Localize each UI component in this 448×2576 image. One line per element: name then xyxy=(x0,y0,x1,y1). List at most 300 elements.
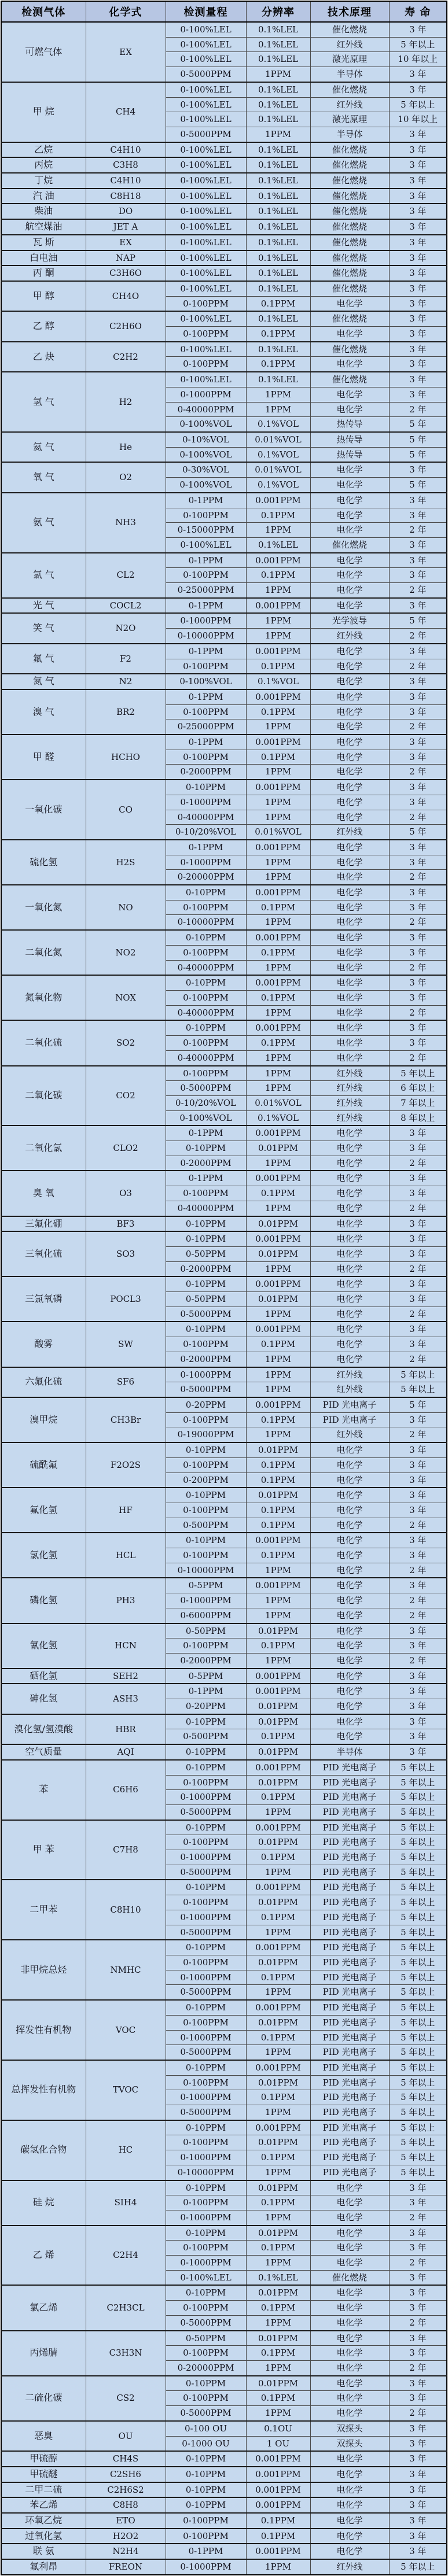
gas-cell: 三氯氧磷 xyxy=(1,1276,86,1322)
principle-cell: 电化学 xyxy=(310,1020,389,1035)
principle-cell: 电化学 xyxy=(310,2376,389,2391)
resolution-cell: 1PPM xyxy=(246,387,310,402)
life-cell: 2 年 xyxy=(389,1201,447,1216)
resolution-cell: 1PPM xyxy=(246,915,310,930)
gas-cell: 航空煤油 xyxy=(1,219,86,235)
range-cell: 0-40000PPM xyxy=(166,810,246,825)
resolution-cell: 0.001PPM xyxy=(246,2467,310,2482)
table-row xyxy=(1,1669,447,1684)
resolution-cell: 0.001PPM xyxy=(246,1125,310,1141)
range-cell: 0-10PPM xyxy=(166,1714,246,1729)
range-cell: 0-100PPM xyxy=(166,1835,246,1850)
life-cell: 2 年 xyxy=(389,1352,447,1367)
table-row xyxy=(1,674,447,689)
gas-cell: 空气质量 xyxy=(1,1744,86,1760)
gas-cell: 环氧乙烷 xyxy=(1,2513,86,2529)
principle-cell: 电化学 xyxy=(310,568,389,583)
gas-cell: 酸雾 xyxy=(1,1322,86,1367)
life-cell: 3 年 xyxy=(389,795,447,810)
resolution-cell: 0.1PPM xyxy=(246,296,310,311)
life-cell: 2 年 xyxy=(389,2406,447,2421)
gas-cell: 乙烷 xyxy=(1,142,86,158)
life-cell: 3 年 xyxy=(389,704,447,719)
principle-cell: 电化学 xyxy=(310,1472,389,1488)
principle-cell: 电化学 xyxy=(310,2360,389,2375)
life-cell: 3 年 xyxy=(389,189,447,204)
range-cell: 0-10PPM xyxy=(166,885,246,900)
resolution-cell: 1PPM xyxy=(246,2045,310,2060)
resolution-cell: 0.1PPM xyxy=(246,991,310,1006)
formula-cell: CO xyxy=(86,780,166,840)
range-cell: 0-100PPM xyxy=(166,1775,246,1790)
range-cell: 0-50PPM xyxy=(166,1623,246,1638)
principle-cell: 电化学 xyxy=(310,462,389,477)
formula-cell: C4H10 xyxy=(86,173,166,189)
table-row xyxy=(1,1820,447,1835)
principle-cell: 半导体 xyxy=(310,67,389,82)
principle-cell: 电化学 xyxy=(310,1005,389,1020)
principle-cell: PID 光电离子 xyxy=(310,1790,389,1805)
table-row xyxy=(1,2060,447,2075)
resolution-cell: 0.01%VOL xyxy=(246,825,310,840)
range-cell: 0-5000PPM xyxy=(166,1382,246,1397)
principle-cell: 电化学 xyxy=(310,1442,389,1457)
life-cell: 5 年以上 xyxy=(389,1066,447,1081)
life-cell: 2 年 xyxy=(389,629,447,644)
principle-cell: PID 光电离子 xyxy=(310,2000,389,2015)
life-cell: 2 年 xyxy=(389,765,447,780)
table-row xyxy=(1,173,447,189)
principle-cell: 电化学 xyxy=(310,2226,389,2241)
life-cell: 3 年 xyxy=(389,2497,447,2513)
resolution-cell: 0.01%VOL xyxy=(246,432,310,447)
life-cell: 5 年以上 xyxy=(389,2030,447,2045)
life-cell: 5 年以上 xyxy=(389,2090,447,2105)
life-cell: 2 年 xyxy=(389,2256,447,2271)
principle-cell: 电化学 xyxy=(310,508,389,523)
resolution-cell: 0.1%LEL xyxy=(246,281,310,296)
range-cell: 0-100%VOL xyxy=(166,417,246,432)
resolution-cell: 0.01PPM xyxy=(246,1699,310,1714)
life-cell: 3 年 xyxy=(389,311,447,326)
range-cell: 0-100%LEL xyxy=(166,250,246,266)
life-cell: 3 年 xyxy=(389,2270,447,2285)
resolution-cell: 1 OU xyxy=(246,2436,310,2451)
resolution-cell: 0.01PPM xyxy=(246,1835,310,1850)
principle-cell: 电化学 xyxy=(310,2210,389,2225)
range-cell: 0-100%LEL xyxy=(166,281,246,296)
resolution-cell: 0.001PPM xyxy=(246,885,310,900)
life-cell: 3 年 xyxy=(389,1548,447,1563)
resolution-cell: 0.01PPM xyxy=(246,1292,310,1307)
gas-sensor-spec-table xyxy=(1,1,447,2575)
formula-cell: C8H18 xyxy=(86,189,166,204)
resolution-cell: 1PPM xyxy=(246,1925,310,1940)
table-row xyxy=(1,2482,447,2498)
principle-cell: 热传导 xyxy=(310,417,389,432)
range-cell: 0-1000PPM xyxy=(166,795,246,810)
table-row xyxy=(1,2559,447,2575)
resolution-cell: 1PPM xyxy=(246,855,310,870)
life-cell: 2 年 xyxy=(389,2315,447,2330)
formula-cell: O2 xyxy=(86,462,166,492)
range-cell: 0-100PPM xyxy=(166,750,246,765)
formula-cell: SF6 xyxy=(86,1367,166,1397)
resolution-cell: 0.01PPM xyxy=(246,1246,310,1261)
resolution-cell: 1PPM xyxy=(246,127,310,142)
gas-cell: 氟利昂 xyxy=(1,2559,86,2575)
range-cell: 0-100PPM xyxy=(166,2301,246,2316)
gas-cell: 二氧化碳 xyxy=(1,1066,86,1126)
life-cell: 3 年 xyxy=(389,2331,447,2346)
resolution-cell: 0.1PPM xyxy=(246,1518,310,1533)
life-cell: 2 年 xyxy=(389,1563,447,1578)
resolution-cell: 0.1PPM xyxy=(246,1412,310,1427)
table-row xyxy=(1,2285,447,2300)
range-cell: 0-10PPM xyxy=(166,1020,246,1035)
principle-cell: 电化学 xyxy=(310,2315,389,2330)
table-row xyxy=(1,235,447,250)
resolution-cell: 0.001PPM xyxy=(246,2482,310,2498)
principle-cell: 电化学 xyxy=(310,855,389,870)
principle-cell: 电化学 xyxy=(310,1231,389,1246)
range-cell: 0-10PPM xyxy=(166,975,246,990)
resolution-cell: 0.01PPM xyxy=(246,1714,310,1729)
range-cell: 0-1PPM xyxy=(166,644,246,659)
formula-cell: AQI xyxy=(86,1744,166,1760)
resolution-cell: 0.001PPM xyxy=(246,2120,310,2135)
principle-cell: PID 光电离子 xyxy=(310,2090,389,2105)
resolution-cell: 0.001PPM xyxy=(246,493,310,508)
gas-cell: 笑 气 xyxy=(1,613,86,643)
gas-cell: 挥发性有机物 xyxy=(1,2000,86,2060)
principle-cell: 电化学 xyxy=(310,1518,389,1533)
life-cell: 3 年 xyxy=(389,2451,447,2467)
range-cell: 0-500PPM xyxy=(166,1518,246,1533)
principle-cell: 电化学 xyxy=(310,1699,389,1714)
principle-cell: 电化学 xyxy=(310,2482,389,2498)
formula-cell: C2H2 xyxy=(86,342,166,372)
resolution-cell: 0.1%LEL xyxy=(246,2270,310,2285)
formula-cell: PH3 xyxy=(86,1578,166,1623)
life-cell: 5 年以上 xyxy=(389,2150,447,2165)
principle-cell: 电化学 xyxy=(310,2331,389,2346)
gas-cell: 汽 油 xyxy=(1,189,86,204)
principle-cell: 电化学 xyxy=(310,1292,389,1307)
table-row xyxy=(1,2467,447,2482)
principle-cell: 催化燃烧 xyxy=(310,189,389,204)
resolution-cell: 0.01PPM xyxy=(246,1744,310,1760)
principle-cell: 催化燃烧 xyxy=(310,311,389,326)
table-row xyxy=(1,281,447,296)
life-cell: 3 年 xyxy=(389,173,447,189)
formula-cell: C3H3N xyxy=(86,2331,166,2376)
formula-cell: BF3 xyxy=(86,1216,166,1232)
principle-cell: 催化燃烧 xyxy=(310,22,389,37)
gas-cell: 六氟化硫 xyxy=(1,1367,86,1397)
range-cell: 0-100PPM xyxy=(166,945,246,960)
principle-cell: PID 光电离子 xyxy=(310,2015,389,2030)
formula-cell: HCHO xyxy=(86,735,166,780)
table-row xyxy=(1,1760,447,1775)
range-cell: 0-100PPM xyxy=(166,2195,246,2210)
resolution-cell: 0.1PPM xyxy=(246,659,310,674)
resolution-cell: 0.1%LEL xyxy=(246,173,310,189)
life-cell: 3 年 xyxy=(389,1729,447,1744)
life-cell: 6 年以上 xyxy=(389,1081,447,1096)
table-row xyxy=(1,1623,447,1638)
table-row xyxy=(1,735,447,750)
principle-cell: 电化学 xyxy=(310,674,389,689)
range-cell: 0-100%LEL xyxy=(166,2270,246,2285)
principle-cell: 电化学 xyxy=(310,1216,389,1232)
formula-cell: C2H4 xyxy=(86,2226,166,2286)
life-cell: 3 年 xyxy=(389,900,447,915)
range-cell: 0-1000PPM xyxy=(166,2150,246,2165)
resolution-cell: 0.1%LEL xyxy=(246,82,310,97)
range-cell: 0-100%LEL xyxy=(166,537,246,552)
principle-cell: PID 光电离子 xyxy=(310,1985,389,2000)
resolution-cell: 1PPM xyxy=(246,523,310,538)
principle-cell: 电化学 xyxy=(310,1352,389,1367)
resolution-cell: 0.001PPM xyxy=(246,2451,310,2467)
range-cell: 0-10000PPM xyxy=(166,915,246,930)
table-row xyxy=(1,219,447,235)
table-row xyxy=(1,644,447,659)
gas-cell: 丙 酮 xyxy=(1,265,86,281)
table-row xyxy=(1,1533,447,1548)
header-gas: 检测气体 xyxy=(1,1,86,22)
life-cell: 8 年以上 xyxy=(389,1110,447,1125)
resolution-cell: 1PPM xyxy=(246,1367,310,1382)
resolution-cell: 0.001PPM xyxy=(246,1171,310,1186)
principle-cell: 红外线 xyxy=(310,1066,389,1081)
gas-cell: 氦 气 xyxy=(1,432,86,462)
life-cell: 3 年 xyxy=(389,2346,447,2361)
life-cell: 3 年 xyxy=(389,2436,447,2451)
formula-cell: HBR xyxy=(86,1714,166,1744)
life-cell: 3 年 xyxy=(389,1246,447,1261)
table-row xyxy=(1,598,447,614)
principle-cell: PID 光电离子 xyxy=(310,1865,389,1880)
life-cell: 3 年 xyxy=(389,1171,447,1186)
principle-cell: 红外线 xyxy=(310,2559,389,2575)
table-row xyxy=(1,189,447,204)
range-cell: 0-10PPM xyxy=(166,1231,246,1246)
range-cell: 0-100%LEL xyxy=(166,97,246,112)
resolution-cell: 1PPM xyxy=(246,402,310,417)
range-cell: 0-10PPM xyxy=(166,2180,246,2195)
gas-cell: 白电油 xyxy=(1,250,86,266)
gas-cell: 柴油 xyxy=(1,204,86,219)
principle-cell: 红外线 xyxy=(310,825,389,840)
principle-cell: 催化燃烧 xyxy=(310,204,389,219)
resolution-cell: 1PPM xyxy=(246,2559,310,2575)
life-cell: 2 年 xyxy=(389,1307,447,1322)
range-cell: 0-50PPM xyxy=(166,1292,246,1307)
resolution-cell: 1PPM xyxy=(246,1050,310,1065)
principle-cell: 电化学 xyxy=(310,2467,389,2482)
resolution-cell: 0.1PPM xyxy=(246,2346,310,2361)
life-cell: 3 年 xyxy=(389,2180,447,2195)
principle-cell: PID 光电离子 xyxy=(310,2135,389,2150)
table-row xyxy=(1,975,447,990)
life-cell: 3 年 xyxy=(389,2391,447,2406)
range-cell: 0-100PPM xyxy=(166,1548,246,1563)
life-cell: 3 年 xyxy=(389,1472,447,1488)
table-row xyxy=(1,613,447,628)
principle-cell: 催化燃烧 xyxy=(310,281,389,296)
life-cell: 5 年以上 xyxy=(389,1970,447,1985)
formula-cell: FREON xyxy=(86,2559,166,2575)
gas-cell: 氧 气 xyxy=(1,462,86,492)
formula-cell: H2S xyxy=(86,840,166,885)
resolution-cell: 0.1%LEL xyxy=(246,537,310,552)
table-row xyxy=(1,2120,447,2135)
resolution-cell: 0.1PPM xyxy=(246,2301,310,2316)
principle-cell: 电化学 xyxy=(310,810,389,825)
formula-cell: C2H6O xyxy=(86,311,166,341)
table-row xyxy=(1,1171,447,1186)
table-row xyxy=(1,1744,447,1760)
resolution-cell: 1PPM xyxy=(246,1156,310,1171)
header-formula: 化学式 xyxy=(86,1,166,22)
range-cell: 0-20000PPM xyxy=(166,870,246,885)
range-cell: 0-10PPM xyxy=(166,1880,246,1895)
range-cell: 0-10PPM xyxy=(166,1820,246,1835)
gas-cell: 氰化氢 xyxy=(1,1623,86,1669)
range-cell: 0-5000PPM xyxy=(166,1081,246,1096)
formula-cell: C3H8 xyxy=(86,157,166,173)
range-cell: 0-50PPM xyxy=(166,1246,246,1261)
resolution-cell: 1PPM xyxy=(246,2360,310,2375)
life-cell: 5 年 xyxy=(389,1397,447,1412)
life-cell: 3 年 xyxy=(389,735,447,750)
gas-cell: 甲硫醚 xyxy=(1,2467,86,2482)
range-cell: 0-2000PPM xyxy=(166,1653,246,1668)
resolution-cell: 1PPM xyxy=(246,1985,310,2000)
principle-cell: 电化学 xyxy=(310,2346,389,2361)
life-cell: 2 年 xyxy=(389,1261,447,1276)
life-cell: 3 年 xyxy=(389,142,447,158)
life-cell: 3 年 xyxy=(389,991,447,1006)
resolution-cell: 0.1PPM xyxy=(246,1337,310,1352)
range-cell: 0-40000PPM xyxy=(166,402,246,417)
life-cell: 3 年 xyxy=(389,342,447,357)
formula-cell: DO xyxy=(86,204,166,219)
resolution-cell: 0.1%VOL xyxy=(246,1110,310,1125)
table-row xyxy=(1,1442,447,1457)
formula-cell: CH3Br xyxy=(86,1397,166,1442)
principle-cell: 电化学 xyxy=(310,2544,389,2559)
gas-cell: 碳氢化合物 xyxy=(1,2120,86,2180)
table-row xyxy=(1,142,447,158)
gas-cell: 一氧化碳 xyxy=(1,780,86,840)
formula-cell: ETO xyxy=(86,2513,166,2529)
life-cell: 3 年 xyxy=(389,265,447,281)
life-cell: 5 年以上 xyxy=(389,1760,447,1775)
principle-cell: 电化学 xyxy=(310,598,389,614)
life-cell: 3 年 xyxy=(389,1578,447,1593)
life-cell: 2 年 xyxy=(389,1427,447,1442)
resolution-cell: 0.1%VOL xyxy=(246,417,310,432)
principle-cell: PID 光电离子 xyxy=(310,1835,389,1850)
life-cell: 5 年以上 xyxy=(389,1895,447,1910)
principle-cell: PID 光电离子 xyxy=(310,2030,389,2045)
table-row xyxy=(1,2000,447,2015)
principle-cell: 电化学 xyxy=(310,1488,389,1503)
range-cell: 0-25000PPM xyxy=(166,719,246,735)
resolution-cell: 1PPM xyxy=(246,1307,310,1322)
formula-cell: HCL xyxy=(86,1533,166,1578)
resolution-cell: 0.001PPM xyxy=(246,2544,310,2559)
life-cell: 3 年 xyxy=(389,568,447,583)
principle-cell: 热传导 xyxy=(310,447,389,462)
formula-cell: CH4 xyxy=(86,82,166,142)
principle-cell: 双探头 xyxy=(310,2436,389,2451)
resolution-cell: 1PPM xyxy=(246,960,310,975)
gas-cell: 过氧化氢 xyxy=(1,2529,86,2544)
range-cell: 0-1000PPM xyxy=(166,2256,246,2271)
life-cell: 5 年 xyxy=(389,613,447,628)
life-cell: 3 年 xyxy=(389,1337,447,1352)
principle-cell: 电化学 xyxy=(310,296,389,311)
formula-cell: C2H6S2 xyxy=(86,2482,166,2498)
range-cell: 0-100PPM xyxy=(166,1337,246,1352)
resolution-cell: 0.1%LEL xyxy=(246,342,310,357)
formula-cell: CLO2 xyxy=(86,1125,166,1171)
principle-cell: 电化学 xyxy=(310,2180,389,2195)
range-cell: 0-100PPM xyxy=(166,1186,246,1201)
principle-cell: 电化学 xyxy=(310,357,389,372)
range-cell: 0-1000PPM xyxy=(166,2559,246,2575)
principle-cell: 电化学 xyxy=(310,1638,389,1654)
resolution-cell: 1PPM xyxy=(246,1352,310,1367)
gas-cell: 氟化氢 xyxy=(1,1488,86,1533)
life-cell: 5 年以上 xyxy=(389,1790,447,1805)
resolution-cell: 1PPM xyxy=(246,1653,310,1668)
life-cell: 5 年以上 xyxy=(389,2120,447,2135)
gas-cell: 甲 苯 xyxy=(1,1820,86,1880)
resolution-cell: 0.1PPM xyxy=(246,1970,310,1985)
resolution-cell: 1PPM xyxy=(246,719,310,735)
gas-cell: 氨 气 xyxy=(1,493,86,553)
resolution-cell: 0.001PPM xyxy=(246,1669,310,1684)
principle-cell: 电化学 xyxy=(310,735,389,750)
resolution-cell: 0.1PPM xyxy=(246,2195,310,2210)
principle-cell: 电化学 xyxy=(310,1563,389,1578)
life-cell: 3 年 xyxy=(389,204,447,219)
life-cell: 3 年 xyxy=(389,855,447,870)
range-cell: 0-100%LEL xyxy=(166,142,246,158)
range-cell: 0-10PPM xyxy=(166,1760,246,1775)
formula-cell: COCL2 xyxy=(86,598,166,614)
range-cell: 0-100PPM xyxy=(166,1503,246,1518)
range-cell: 0-10/20%VOL xyxy=(166,825,246,840)
range-cell: 0-1000PPM xyxy=(166,2030,246,2045)
principle-cell: PID 光电离子 xyxy=(310,2105,389,2120)
range-cell: 0-100%VOL xyxy=(166,1110,246,1125)
formula-cell: NO xyxy=(86,885,166,930)
resolution-cell: 0.1PPM xyxy=(246,1036,310,1051)
range-cell: 0-40000PPM xyxy=(166,960,246,975)
range-cell: 0-10PPM xyxy=(166,2000,246,2015)
principle-cell: 电化学 xyxy=(310,553,389,568)
formula-cell: SO3 xyxy=(86,1231,166,1276)
life-cell: 5 年以上 xyxy=(389,2000,447,2015)
resolution-cell: 0.01PPM xyxy=(246,2015,310,2030)
range-cell: 0-100PPM xyxy=(166,2075,246,2090)
